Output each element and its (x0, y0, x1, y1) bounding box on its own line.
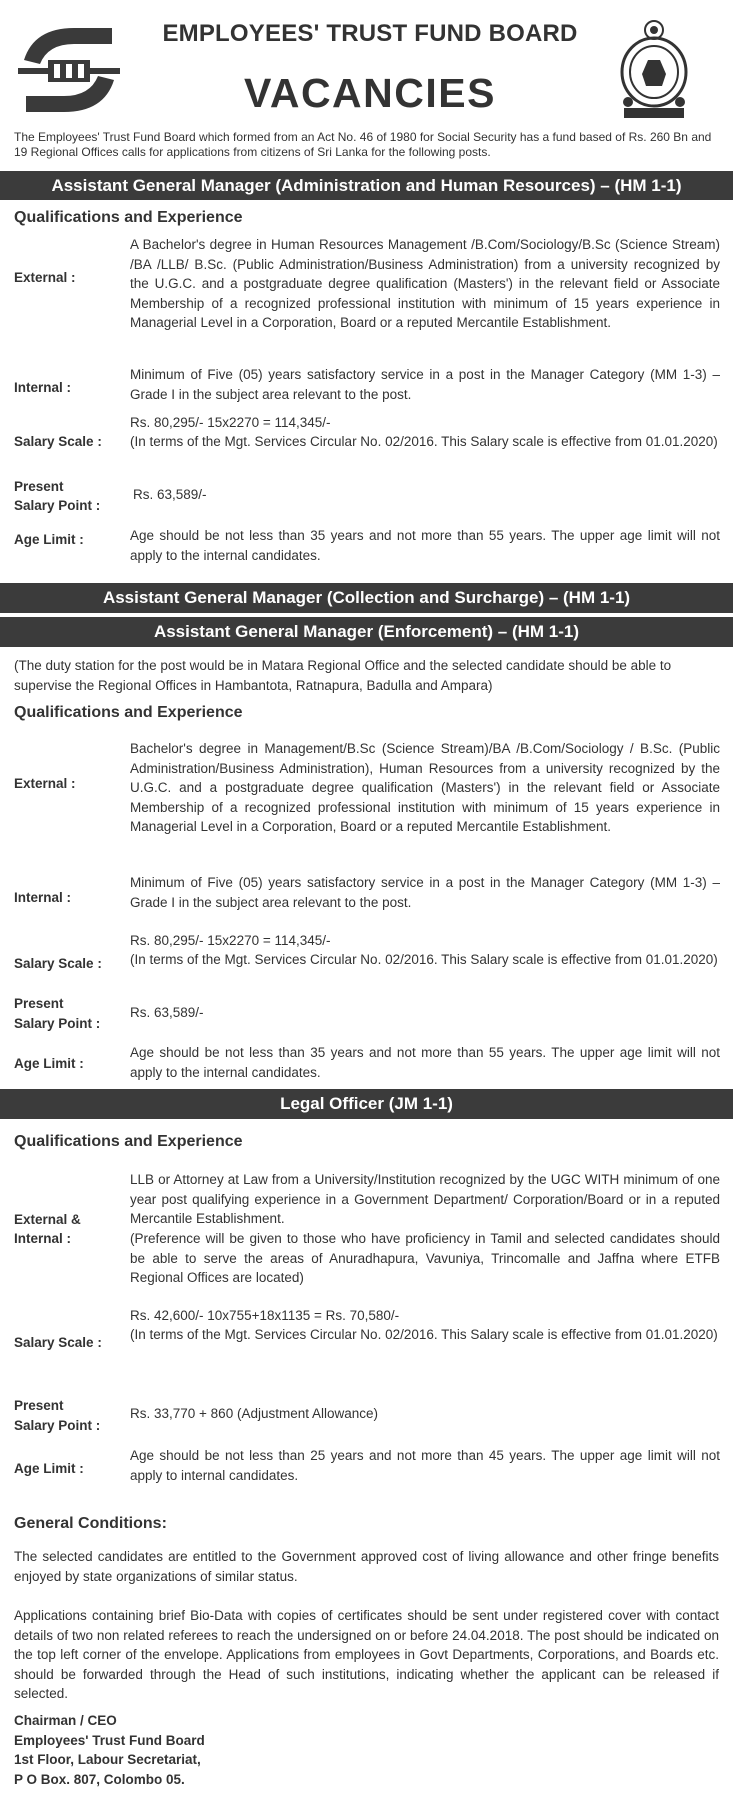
sri-lanka-emblem-icon (614, 14, 694, 124)
field-label: Salary Scale : (14, 956, 102, 971)
field-label: Present (14, 996, 64, 1011)
field-label: Internal : (14, 1231, 72, 1246)
general-paragraph: Applications containing brief Bio-Data with copies of certificates should be sent under registered cover with contact details of two non related referees to reach the undersigned on or before 24.04.2018. The post should be indicated on the top left corner of the envelope. Applications from employees in Govt Departments, Corporations, and Boards etc. should be forwarded through the Head of such institutions, indicating whether the applicant can be released if selected. (14, 1608, 719, 1701)
general-paragraph: The selected candidates are entitled to the Government approved cost of living allowance and other fringe benefits enjoyed by state organizations of similar status. (14, 1549, 719, 1584)
signature-line: P O Box. 807, Colombo 05. (14, 1771, 185, 1787)
post-title: Assistant General Manager (Enforcement) – (HM 1-1) (153, 622, 580, 641)
field-label: Present (14, 1398, 64, 1413)
field-text: Rs. 80,295/- 15x2270 = 114,345/- (130, 415, 331, 430)
field-label: Salary Scale : (14, 1335, 102, 1350)
intro-text: The Employees' Trust Fund Board which formed from an Act No. 46 of 1980 for Social Security has a fund based of Rs. 260 Bn and 19 Regional Offices calls for applications from citizens of Sri Lanka for the following posts. (14, 130, 712, 159)
page-title: VACANCIES (244, 70, 496, 116)
field-label: External : (14, 270, 76, 285)
field-text: Rs. 63,589/- (130, 1005, 204, 1020)
field-text: (In terms of the Mgt. Services Circular No. 02/2016. This Salary scale is effective from 01.01.2020) (130, 434, 718, 449)
general-conditions-heading: General Conditions: (14, 1515, 167, 1532)
section-heading: Qualifications and Experience (14, 209, 243, 226)
etf-logo-icon (14, 20, 124, 120)
field-text: Rs. 63,589/- (133, 487, 207, 502)
field-label: External & (14, 1212, 81, 1227)
signature-line: Employees' Trust Fund Board (14, 1732, 205, 1748)
signature-line: Chairman / CEO (14, 1713, 117, 1728)
post-title: Assistant General Manager (Administration and Human Resources) – (HM 1-1) (51, 176, 682, 195)
field-text: Minimum of Five (05) years satisfactory service in a post in the Manager Category (MM 1-3) – Grade I in the subject area relevant to the post. (130, 367, 720, 402)
field-label: Internal : (14, 890, 72, 905)
field-text: Age should be not less than 35 years and not more than 55 years. The upper age limit will not apply to the internal candidates. (130, 528, 720, 563)
field-label: External : (14, 776, 76, 791)
post-title: Legal Officer (JM 1-1) (280, 1094, 453, 1113)
field-text: A Bachelor's degree in Human Resources Management /B.Com/Sociology/B.Sc (Science Stream) /BA /LLB/ B.Sc. (Public Administration/Business Administration) from a university recognized by the U.G.C. and a postgraduate degree qualification (Masters') in the relevant field or Associate Membership of a recognized professional institution with minimum of 15 years experience in Managerial Level in a Corporation, Board or a reputed Mercantile Establishment. (130, 237, 720, 330)
field-label: Age Limit : (14, 532, 84, 547)
field-text: Minimum of Five (05) years satisfactory service in a post in the Manager Category (MM 1-3) – Grade I in the subject area relevant to the post. (130, 875, 720, 910)
signature-line: 1st Floor, Labour Secretariat, (14, 1752, 201, 1767)
field-label: Salary Point : (14, 1016, 101, 1031)
duty-station-note: (The duty station for the post would be in Matara Regional Office and the selected candidate should be able to supervise the Regional Offices in Hambantota, Ratnapura, Badulla and Ampara) (14, 658, 672, 693)
signature-block (14, 1711, 205, 1789)
section-heading: Qualifications and Experience (14, 1133, 243, 1150)
field-label: Salary Point : (14, 1418, 101, 1433)
field-label: Internal : (14, 380, 72, 395)
field-text: Bachelor's degree in Management/B.Sc (Science Stream)/BA /B.Com/Sociology / B.Sc. (Public Administration/Business Administration), Human Resources from a university recognized by the U.G.C. and a postgraduate degree qualification (Masters') in the relevant field or Associate Membership of a recognized professional institution with minimum of 15 years experience in Managerial Level in a Corporation, Board or a reputed Mercantile Establishment. (130, 741, 720, 834)
post-title-bar (0, 1089, 733, 1119)
field-text: Age should be not less than 35 years and not more than 55 years. The upper age limit will not apply to the internal candidates. (130, 1045, 720, 1080)
section-heading: Qualifications and Experience (14, 704, 243, 721)
field-text: (In terms of the Mgt. Services Circular No. 02/2016. This Salary scale is effective from 01.01.2020) (130, 952, 718, 967)
field-label: Salary Point : (14, 498, 101, 513)
field-text: Age should be not less than 25 years and not more than 45 years. The upper age limit will not apply to internal candidates. (130, 1448, 720, 1483)
field-text: Rs. 42,600/- 10x755+18x1135 = Rs. 70,580/- (130, 1308, 400, 1323)
field-text: Rs. 33,770 + 860 (Adjustment Allowance) (130, 1406, 379, 1421)
field-text: LLB or Attorney at Law from a University/Institution recognized by the UGC WITH minimum of one year post qualifying experience in a Government Department/ Corporation/Board or in a reputed Mercantile Establishment. (130, 1172, 720, 1226)
post-title-bar (0, 617, 733, 647)
organization-title: EMPLOYEES' TRUST FUND BOARD (162, 20, 578, 47)
post-title-bar (0, 583, 733, 613)
field-text: (Preference will be given to those who have proficiency in Tamil and selected candidates should be able to serve the areas of Anuradhapura, Vavuniya, Trincomalle and Jaffna where ETFB Regional Offices are located) (130, 1231, 720, 1285)
field-text: Rs. 80,295/- 15x2270 = 114,345/- (130, 933, 331, 948)
field-label: Salary Scale : (14, 434, 102, 449)
field-label: Present (14, 479, 64, 494)
post-title-bar (0, 171, 733, 200)
field-label: Age Limit : (14, 1461, 84, 1476)
post-title: Assistant General Manager (Collection and Surcharge) – (HM 1-1) (102, 588, 631, 607)
field-label: Age Limit : (14, 1056, 84, 1071)
field-text: (In terms of the Mgt. Services Circular No. 02/2016. This Salary scale is effective from 01.01.2020) (130, 1327, 718, 1342)
